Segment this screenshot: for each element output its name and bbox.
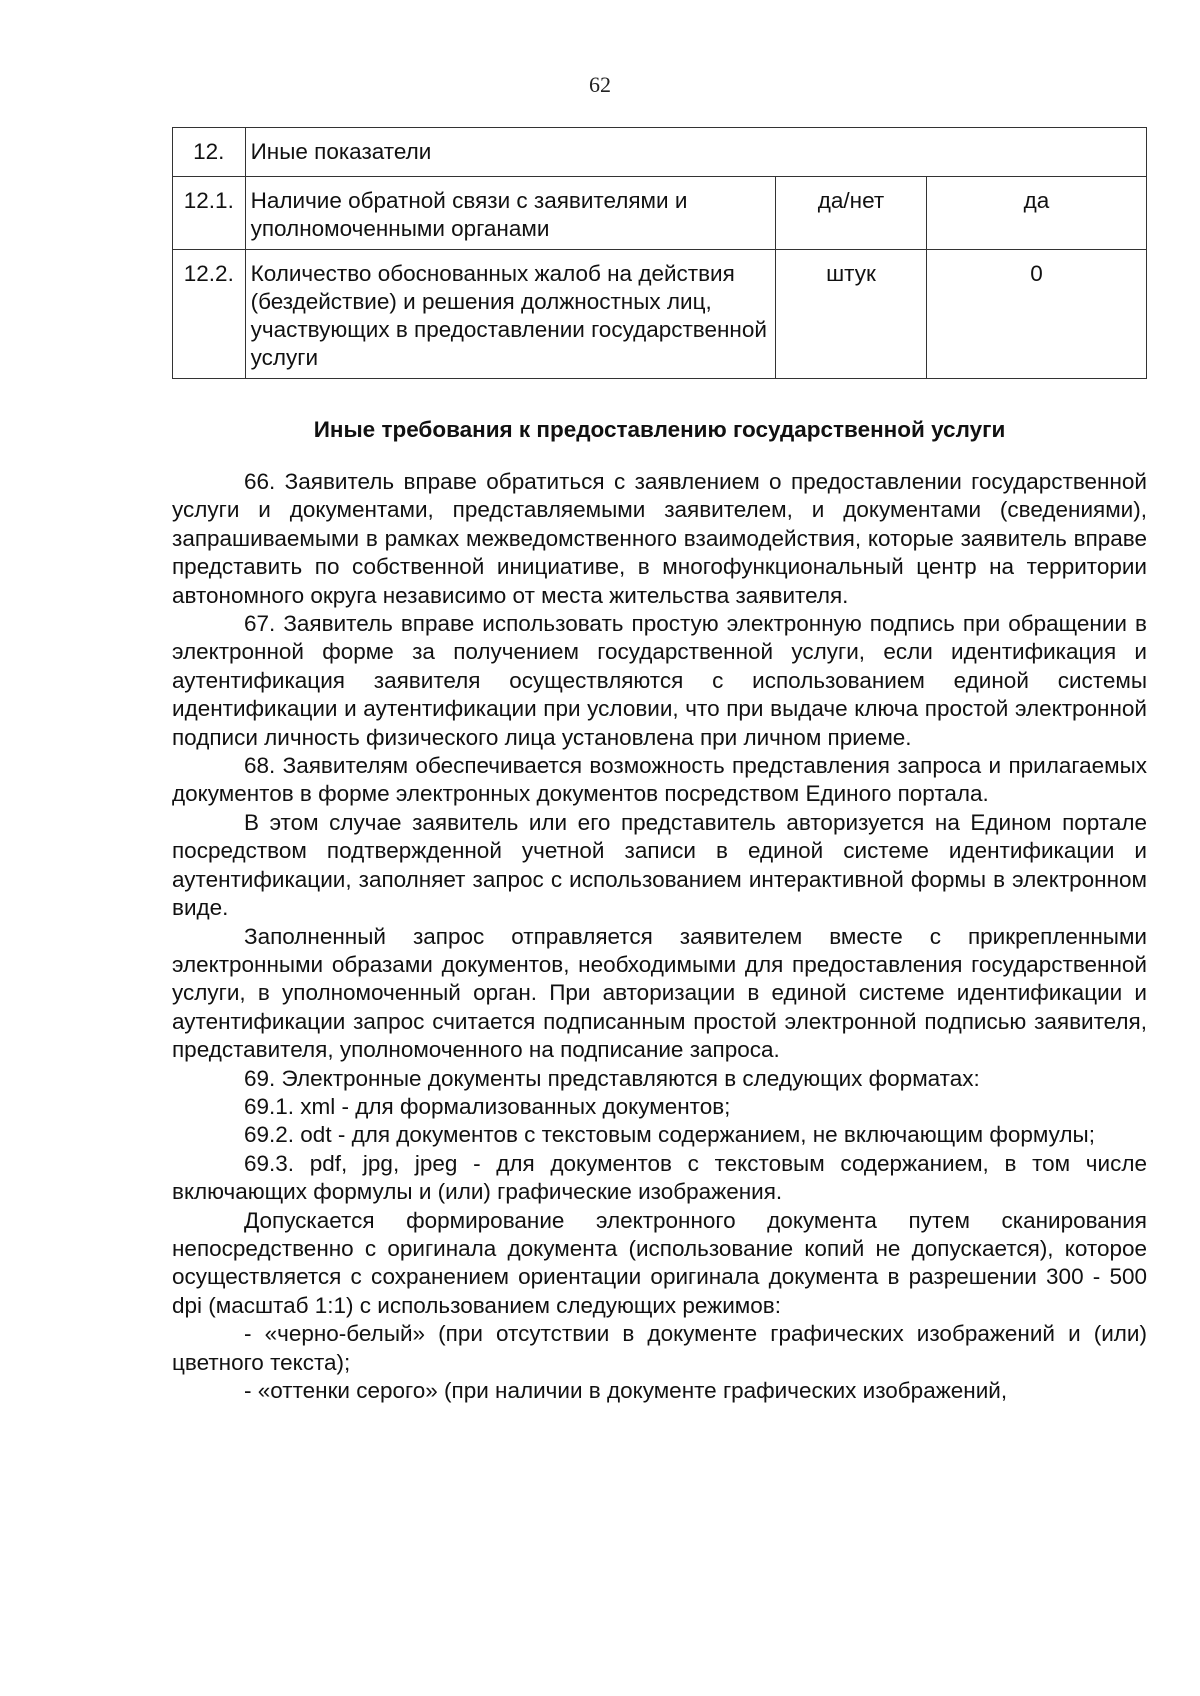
paragraph: Заполненный запрос отправляется заявителем вместе с прикрепленными электронными образами документов, необходимыми для предоставления государственной услуги, в уполномоченный орган. При авторизации в единой системе идентификации и аутентификации запрос считается подписанным простой электронной подписью заявителя, представителя, уполномоченного на подписание запроса.: [172, 923, 1147, 1063]
paragraph: 68. Заявителям обеспечивается возможность представления запроса и прилагаемых документов в форме электронных документов посредством Единого портала.: [172, 753, 1147, 807]
paragraph: - «оттенки серого» (при наличии в документе графических изображений,: [244, 1378, 1008, 1403]
section-heading: Иные требования к предоставлению государственной услуги: [313, 417, 1006, 442]
row-number: 12.2.: [173, 250, 246, 379]
table-row: [173, 177, 1147, 250]
indicator-value: 0: [926, 250, 1146, 379]
table-row: [173, 250, 1147, 379]
indicator-name: Наличие обратной связи с заявителями и уполномоченными органами: [245, 177, 775, 250]
paragraph: Допускается формирование электронного документа путем сканирования непосредственно с оригинала документа (использование копий не допускается), которое осуществляется с сохранением ориентации оригинала документа в разрешении 300 - 500 dpi (масштаб 1:1) с использованием следующих режимов:: [172, 1207, 1147, 1318]
row-number: 12.1.: [173, 177, 246, 250]
paragraph: 67. Заявитель вправе использовать простую электронную подпись при обращении в электронной форме за получением государственной услуги, если идентификация и аутентификация заявителя осуществляются с использованием единой системы идентификации и аутентификации при условии, что при выдаче ключа простой электронной подписи личность физического лица установлена при личном приеме.: [172, 611, 1147, 750]
body-text: [172, 468, 1147, 1405]
paragraph: 69.2. odt - для документов с текстовым содержанием, не включающим формулы;: [244, 1122, 1095, 1148]
indicator-unit: штук: [775, 250, 926, 379]
indicator-unit: [775, 128, 1146, 177]
paragraph: 69.1. xml - для формализованных документов;: [244, 1093, 731, 1119]
indicator-name: Иные показатели: [245, 128, 775, 177]
row-number: 12.: [173, 128, 246, 177]
indicators-table: [172, 127, 1147, 379]
paragraph: 66. Заявитель вправе обратиться с заявлением о предоставлении государственной услуги и документами, представляемыми заявителем, и документами (сведениями), запрашиваемыми в рамках межведомственного взаимодействия, которые заявитель вправе представить по собственной инициативе, в многофункциональный центр на территории автономного округа независимо от места жительства заявителя.: [172, 469, 1147, 608]
paragraph: 69. Электронные документы представляются в следующих форматах:: [244, 1065, 980, 1091]
paragraph: - «черно-белый» (при отсутствии в документе графических изображений и (или) цветного текста);: [172, 1321, 1147, 1375]
table-row: [173, 128, 1147, 177]
indicator-value: да: [926, 177, 1146, 250]
page-number: 62: [589, 72, 611, 97]
paragraph: В этом случае заявитель или его представитель авторизуется на Едином портале посредством подтвержденной учетной записи в единой системе идентификации и аутентификации, заполняет запрос с использованием интерактивной формы в электронном виде.: [172, 809, 1147, 921]
indicator-name: Количество обоснованных жалоб на действия (бездействие) и решения должностных лиц, участвующих в предоставлении государственной услуги: [245, 250, 775, 379]
paragraph: 69.3. pdf, jpg, jpeg - для документов с текстовым содержанием, в том числе включающих формулы и (или) графические изображения.: [172, 1150, 1147, 1205]
indicator-unit: да/нет: [775, 177, 926, 250]
